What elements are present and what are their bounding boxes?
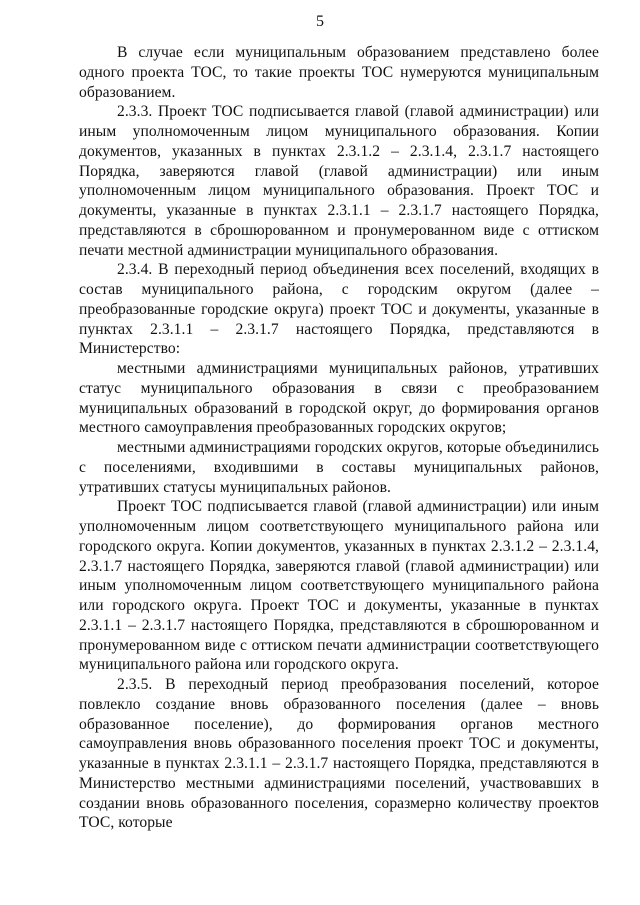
- paragraph-2-3-5: 2.3.5. В переходный период преобразования поселений, которое повлекло создание вновь образованного поселения (далее – вновь образованное поселение), до формирования органов местного самоуправления вновь образованного поселения проект ТОС и документы, указанные в пунктах 2.3.1.1 – 2.3.1.7 настоящего Порядка, представляются в Министерство местными администрациями поселений, участвовавших в создании вновь образованного поселения, соразмерно количеству проектов ТОС, которые: [79, 676, 599, 832]
- paragraph-2-3-3: 2.3.3. Проект ТОС подписывается главой (главой администрации) или иным уполномоченным лицом муниципального образования. Копии документов, указанных в пунктах 2.3.1.2 – 2.3.1.4, 2.3.1.7 настоящего Порядка, заверяются главой (главой администрации) или иным уполномоченным лицом муниципального образования. Проект ТОС и документы, указанные в пунктах 2.3.1.1 – 2.3.1.7 настоящего Порядка, представляются в сброшюрованном и пронумерованном виде с оттиском печати местной администрации муниципального образования.: [79, 103, 599, 259]
- paragraph-numbering-note: В случае если муниципальным образованием представлено более одного проекта ТОС, то такие проекты ТОС нумеруются муниципальным образованием.: [79, 44, 599, 101]
- paragraph-district-administrations: местными администрациями муниципальных районов, утративших статус муниципального образования в связи с преобразованием муниципальных образований в городской округ, до формирования органов местного самоуправления преобразованных городских округов;: [79, 360, 599, 437]
- paragraph-city-district-administrations: местными администрациями городских округов, которые объединились с поселениями, входившими в составы муниципальных районов, утративших статусы муниципальных районов.: [79, 439, 599, 496]
- paragraph-2-3-4: 2.3.4. В переходный период объединения всех поселений, входящих в состав муниципального района, с городским округом (далее – преобразованные городские округа) проект ТОС и документы, указанные в пунктах 2.3.1.1 – 2.3.1.7 настоящего Порядка, представляются в Министерство:: [79, 261, 599, 358]
- paragraph-signing-rules: Проект ТОС подписывается главой (главой администрации) или иным уполномоченным лицом соответствующего муниципального района или городского округа. Копии документов, указанных в пунктах 2.3.1.2 – 2.3.1.4, 2.3.1.7 настоящего Порядка, заверяются главой (главой администрации) или иным уполномоченным лицом соответствующего муниципального района или городского округа. Проект ТОС и документы, указанные в пунктах 2.3.1.1 – 2.3.1.7 настоящего Порядка, представляются в сброшюрованном и пронумерованном виде с оттиском печати администрации соответствующего муниципального района или городского округа.: [79, 498, 599, 674]
- document-body: [79, 43, 599, 833]
- page-number: 5: [316, 13, 324, 30]
